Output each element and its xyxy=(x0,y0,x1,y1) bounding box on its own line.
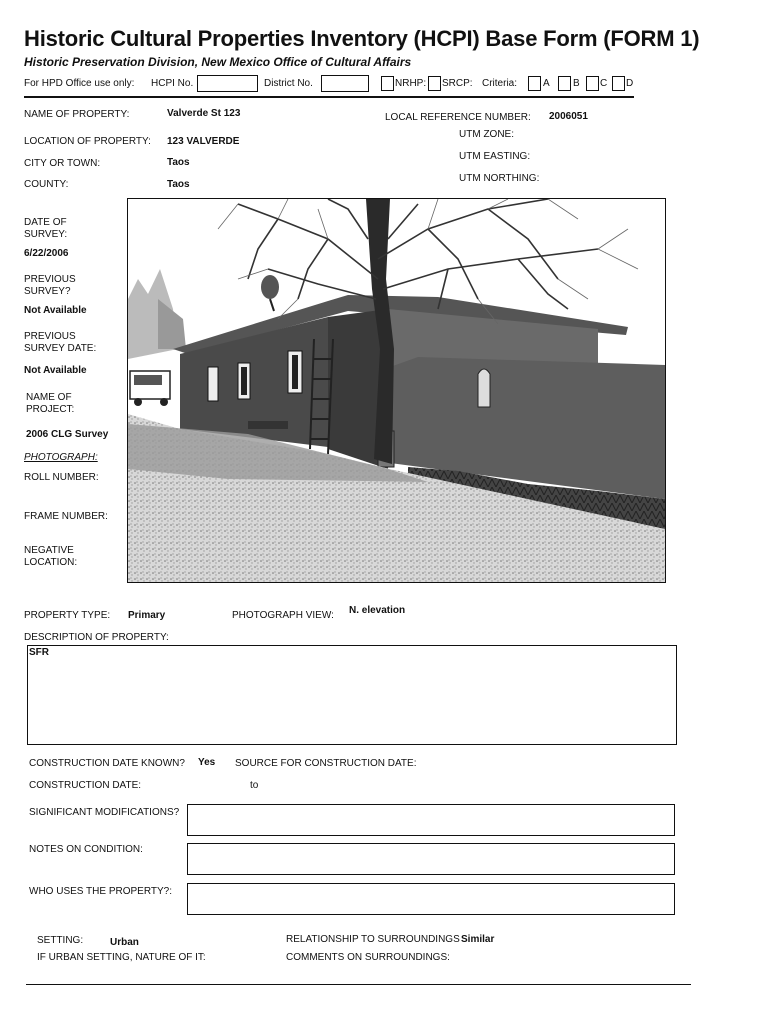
date-of-survey-value: 6/22/2006 xyxy=(24,248,69,259)
hcpi-number-field[interactable] xyxy=(197,75,258,92)
date-of-survey-label-line2: SURVEY: xyxy=(24,229,68,240)
construction-date-label: CONSTRUCTION DATE: xyxy=(29,780,142,791)
frame-number-label: FRAME NUMBER: xyxy=(24,511,108,522)
who-uses-property-field[interactable] xyxy=(187,883,675,915)
criteria-c-label: C xyxy=(600,78,608,89)
description-value: SFR xyxy=(29,647,49,658)
date-of-survey-label-line1: DATE OF xyxy=(24,217,67,228)
city-label: CITY OR TOWN: xyxy=(24,158,101,169)
county-label: COUNTY: xyxy=(24,179,69,190)
nrhp-checkbox[interactable] xyxy=(381,76,394,91)
negative-location-label-line2: LOCATION: xyxy=(24,557,78,568)
criteria-label: Criteria: xyxy=(482,78,518,89)
previous-survey-label-line1: PREVIOUS xyxy=(24,274,76,285)
office-use-label: For HPD Office use only: xyxy=(24,78,135,89)
relationship-label: RELATIONSHIP TO SURROUNDINGS xyxy=(286,934,460,945)
significant-modifications-label: SIGNIFICANT MODIFICATIONS? xyxy=(29,807,180,818)
criteria-a-checkbox[interactable] xyxy=(528,76,541,91)
photograph-label: PHOTOGRAPH: xyxy=(24,452,98,463)
utm-easting-label: UTM EASTING: xyxy=(459,151,531,162)
district-number-field[interactable] xyxy=(321,75,369,92)
criteria-c-checkbox[interactable] xyxy=(586,76,599,91)
srcp-checkbox[interactable] xyxy=(428,76,441,91)
district-label: District No. xyxy=(264,78,313,89)
description-label: DESCRIPTION OF PROPERTY: xyxy=(24,632,169,643)
city-value: Taos xyxy=(167,157,190,168)
setting-value: Urban xyxy=(110,937,139,948)
previous-survey-date-value: Not Available xyxy=(24,365,87,376)
property-type-label: PROPERTY TYPE: xyxy=(24,610,111,621)
property-type-value: Primary xyxy=(128,610,166,621)
previous-survey-label-line2: SURVEY? xyxy=(24,286,71,297)
header-divider xyxy=(24,96,634,98)
who-uses-property-label: WHO USES THE PROPERTY?: xyxy=(29,886,172,897)
construction-date-to-label: to xyxy=(250,780,259,791)
county-value: Taos xyxy=(167,179,190,190)
previous-survey-date-label-line2: SURVEY DATE: xyxy=(24,343,97,354)
relationship-value: Similar xyxy=(461,934,495,945)
location-label: LOCATION OF PROPERTY: xyxy=(24,136,151,147)
form-title: Historic Cultural Properties Inventory (HCPI) Base Form (FORM 1) xyxy=(24,26,700,51)
comments-on-surroundings-label: COMMENTS ON SURROUNDINGS: xyxy=(286,952,450,963)
roll-number-label: ROLL NUMBER: xyxy=(24,472,99,483)
construction-known-label: CONSTRUCTION DATE KNOWN? xyxy=(29,758,185,769)
criteria-a-label: A xyxy=(543,78,550,89)
criteria-d-label: D xyxy=(626,78,634,89)
criteria-d-checkbox[interactable] xyxy=(612,76,625,91)
construction-known-value: Yes xyxy=(198,757,216,768)
criteria-b-label: B xyxy=(573,78,580,89)
significant-modifications-field[interactable] xyxy=(187,804,675,836)
previous-survey-value: Not Available xyxy=(24,305,87,316)
name-of-property-value: Valverde St 123 xyxy=(167,108,241,119)
location-value: 123 VALVERDE xyxy=(167,136,240,147)
hcpi-label: HCPI No. xyxy=(151,78,194,89)
local-reference-label: LOCAL REFERENCE NUMBER: xyxy=(385,112,531,123)
form-subtitle: Historic Preservation Division, New Mexico Office of Cultural Affairs xyxy=(24,55,412,69)
project-name-label-line2: PROJECT: xyxy=(26,404,75,415)
photograph-view-value: N. elevation xyxy=(349,605,406,616)
previous-survey-date-label-line1: PREVIOUS xyxy=(24,331,76,342)
criteria-b-checkbox[interactable] xyxy=(558,76,571,91)
photograph-view-label: PHOTOGRAPH VIEW: xyxy=(232,610,334,621)
project-name-value: 2006 CLG Survey xyxy=(26,429,109,440)
notes-on-condition-field[interactable] xyxy=(187,843,675,875)
property-photograph xyxy=(127,198,666,583)
name-of-property-label: NAME OF PROPERTY: xyxy=(24,109,130,120)
notes-on-condition-label: NOTES ON CONDITION: xyxy=(29,844,143,855)
local-reference-value: 2006051 xyxy=(549,111,588,122)
footer-divider xyxy=(26,984,691,985)
utm-northing-label: UTM NORTHING: xyxy=(459,173,540,184)
negative-location-label-line1: NEGATIVE xyxy=(24,545,74,556)
setting-label: SETTING: xyxy=(37,935,84,946)
utm-zone-label: UTM ZONE: xyxy=(459,129,514,140)
project-name-label-line1: NAME OF xyxy=(26,392,72,403)
nrhp-label: NRHP: xyxy=(395,78,427,89)
construction-source-label: SOURCE FOR CONSTRUCTION DATE: xyxy=(235,758,417,769)
urban-nature-label: IF URBAN SETTING, NATURE OF IT: xyxy=(37,952,206,963)
description-field[interactable] xyxy=(27,645,677,745)
srcp-label: SRCP: xyxy=(442,78,473,89)
